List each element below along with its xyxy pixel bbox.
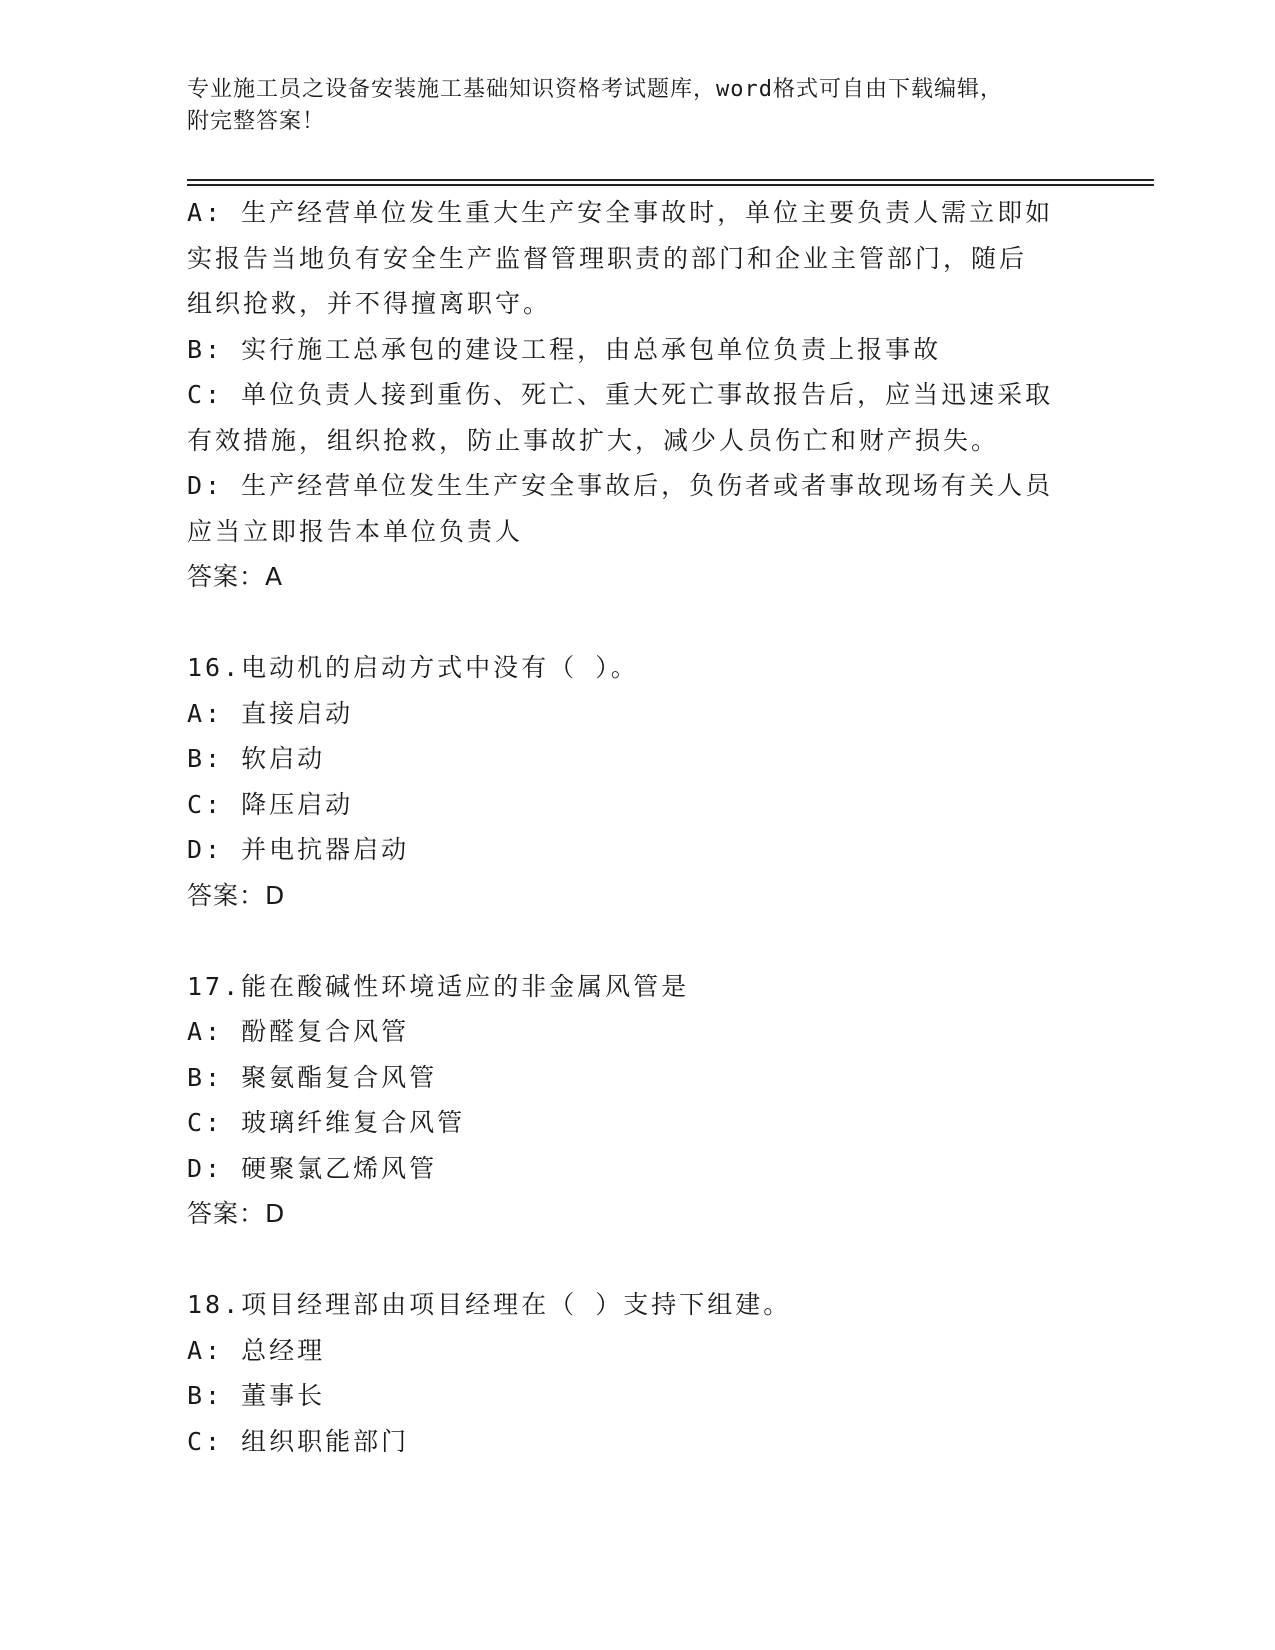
q18-option-a: A: 总经理: [187, 1335, 326, 1365]
header-divider-top: [187, 179, 1154, 181]
q17-answer: 答案：D: [187, 1199, 286, 1228]
q16-answer: 答案：D: [187, 880, 286, 910]
q16-option-d: D: 并电抗器启动: [187, 835, 410, 864]
q16-option-a: A: 直接启动: [187, 698, 354, 728]
document-header: [187, 74, 1087, 138]
q16-option-c: C: 降压启动: [187, 789, 354, 819]
q17-option-b: B: 聚氨酯复合风管: [187, 1062, 438, 1092]
q15-answer: 答案：A: [187, 562, 284, 591]
header-line-1: 专业施工员之设备安装施工基础知识资格考试题库，word格式可自由下载编辑，: [187, 77, 1003, 102]
q17-question: 17.能在酸碱性环境适应的非金属风管是: [187, 971, 690, 1001]
q16-question: 16.电动机的启动方式中没有（ ）。: [187, 653, 639, 682]
q17-option-d: D: 硬聚氯乙烯风管: [187, 1153, 438, 1183]
question-17: [187, 964, 1087, 1237]
q15-option-a-line-2: 实报告当地负有安全生产监督管理职责的部门和企业主管部门，随后: [187, 243, 1028, 273]
q17-option-a: A: 酚醛复合风管: [187, 1017, 410, 1046]
q15-option-c-line-1: C: 单位负责人接到重伤、死亡、重大死亡事故报告后，应当迅速采取: [187, 380, 1054, 409]
question-18: [187, 1282, 1087, 1464]
q15-option-c-line-2: 有效措施，组织抢救，防止事故扩大，减少人员伤亡和财产损失。: [187, 425, 1000, 455]
q18-question: 18.项目经理部由项目经理在（ ）支持下组建。: [187, 1290, 792, 1319]
q18-option-b: B: 董事长: [187, 1381, 326, 1410]
header-divider-bottom: [187, 184, 1154, 186]
header-line-2: 附完整答案！: [187, 109, 326, 134]
spacer: [187, 600, 1087, 646]
q18-option-c: C: 组织职能部门: [187, 1426, 410, 1456]
q15-option-d-line-1: D: 生产经营单位发生生产安全事故后，负伤者或者事故现场有关人员: [187, 471, 1054, 500]
q15-option-a-line-1: A: 生产经营单位发生重大生产安全事故时，单位主要负责人需立即如: [187, 198, 1054, 227]
q15-option-b: B: 实行施工总承包的建设工程，由总承包单位负责上报事故: [187, 334, 942, 364]
q17-option-c: C: 玻璃纤维复合风管: [187, 1108, 466, 1137]
spacer: [187, 918, 1087, 964]
question-content: [187, 190, 1087, 1464]
spacer: [187, 1237, 1087, 1283]
question-15: [187, 190, 1087, 600]
q16-option-b: B: 软启动: [187, 744, 326, 773]
question-16: [187, 645, 1087, 918]
q15-option-d-line-2: 应当立即报告本单位负责人: [187, 516, 524, 546]
q15-option-a-line-3: 组织抢救，并不得擅离职守。: [187, 289, 552, 318]
